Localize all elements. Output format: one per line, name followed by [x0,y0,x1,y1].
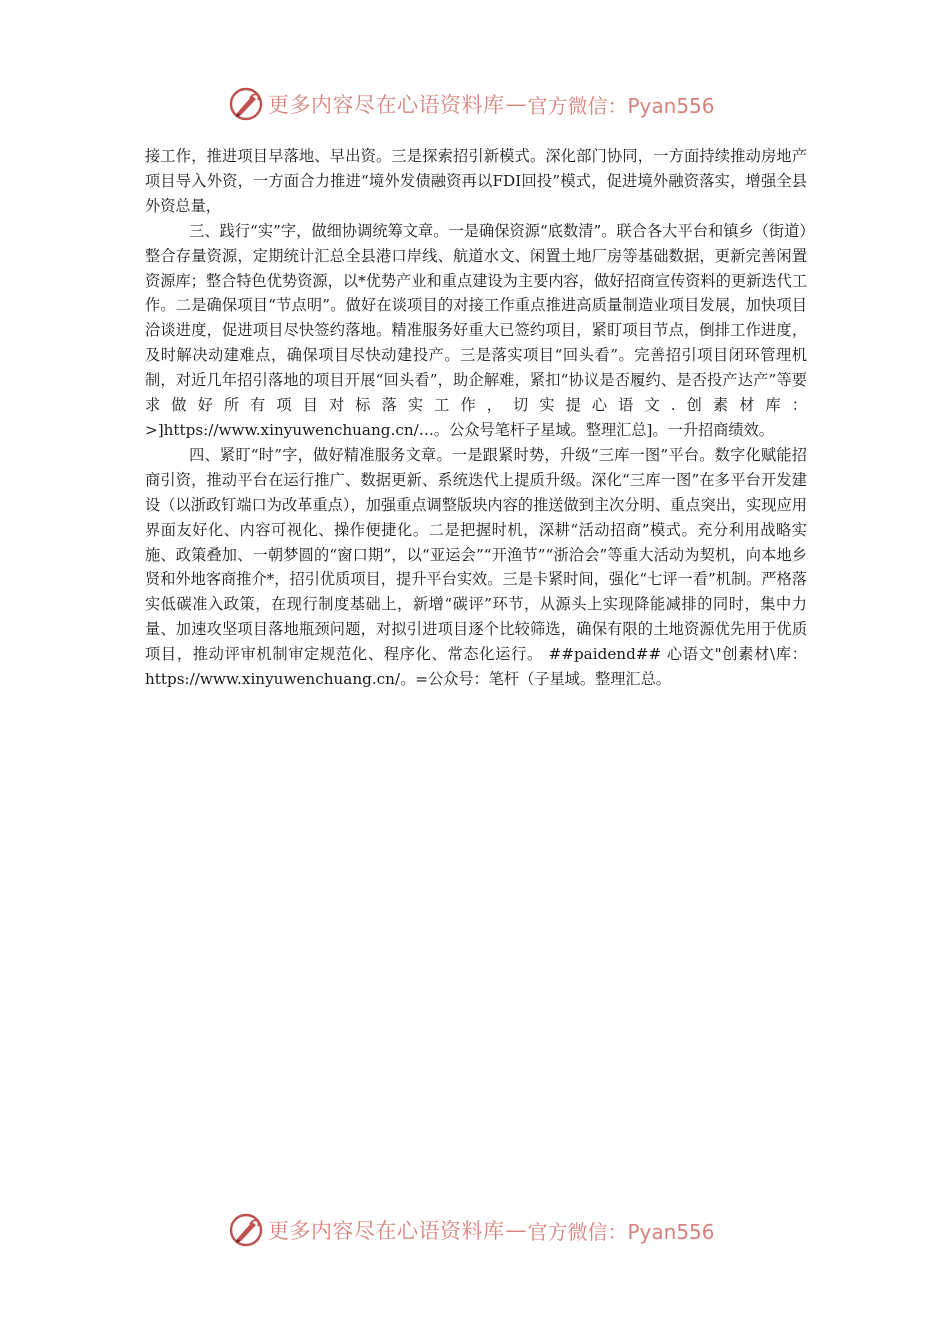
banner-wechat: 官方微信：Pyan556 [527,93,715,118]
pen-logo-icon [228,1212,264,1248]
banner-separator: — [505,92,527,116]
pen-logo-icon [228,86,264,122]
banner-separator: — [505,1218,527,1242]
banner-title: 更多内容尽在心语资料库 [268,1219,505,1243]
document-body [145,144,807,692]
paragraph-2: 三、践行“实”字，做细协调统筹文章。一是确保资源“底数清”。联合各大平台和镇乡（街道）整合存量资源，定期统计汇总全县港口岸线、航道水文、闲置土地厂房等基础数据，更新完善闲置资源库；整合特色优势资源，以*优势产业和重点建设为主要内容，做好招商宣传资料的更新迭代工作。二是确保项目“节点明”。做好在谈项目的对接工作重点推进高质量制造业项目发展，加快项目洽谈进度，促进项目尽快签约落地。精准服务好重大已签约项目，紧盯项目节点，倒排工作进度，及时解决动建难点，确保项目尽快动建投产。三是落实项目“回头看”。完善招引项目闭环管理机制，对近几年招引落地的项目开展“回头看”，助企解难，紧扣“协议是否履约、是否投产达产”等要求做好所有项目对标落实工作，切实提心语文.创素材库：>]https://www.xinyuwenchuang.cn/…。公众号笔杆子星域。整理汇总]。一升招商绩效。 [145,221,807,439]
paragraph-1: 接工作，推进项目早落地、早出资。三是探索招引新模式。深化部门协同，一方面持续推动房地产项目导入外资，一方面合力推进“境外发债融资再以FDI回投”模式，促进境外融资落实，增强全县外资总量， [145,147,807,215]
header-banner [228,84,728,124]
footer-banner [228,1210,728,1250]
banner-title: 更多内容尽在心语资料库 [268,93,505,117]
banner-wechat: 官方微信：Pyan556 [527,1219,715,1244]
paragraph-3: 四、紧盯“时”字，做好精准服务文章。一是跟紧时势，升级“三库一图”平台。数字化赋能招商引资，推动平台在运行推广、数据更新、系统迭代上提质升级。深化“三库一图”在多平台开发建设（以浙政钉端口为改革重点），加强重点调整版块内容的推送做到主次分明、重点突出，实现应用界面友好化、内容可视化、操作便捷化。二是把握时机，深耕“活动招商”模式。充分利用战略实施、政策叠加、一朝梦圆的“窗口期”，以“亚运会”“开渔节”“浙洽会”等重大活动为契机，向本地乡贤和外地客商推介*，招引优质项目，提升平台实效。三是卡紧时间，强化“七评一看”机制。严格落实低碳准入政策，在现行制度基础上，新增“碳评”环节，从源头上实现降能减排的同时，集中力量、加速攻坚项目落地瓶颈问题，对拟引进项目逐个比较筛选，确保有限的土地资源优先用于优质项目，推动评审机制审定规范化、程序化、常态化运行。 ##paidend## 心语文"创素材\库：https://www.xinyuwenchuang.cn/。=公众号：笔杆（子星域。整理汇总。 [145,445,807,689]
